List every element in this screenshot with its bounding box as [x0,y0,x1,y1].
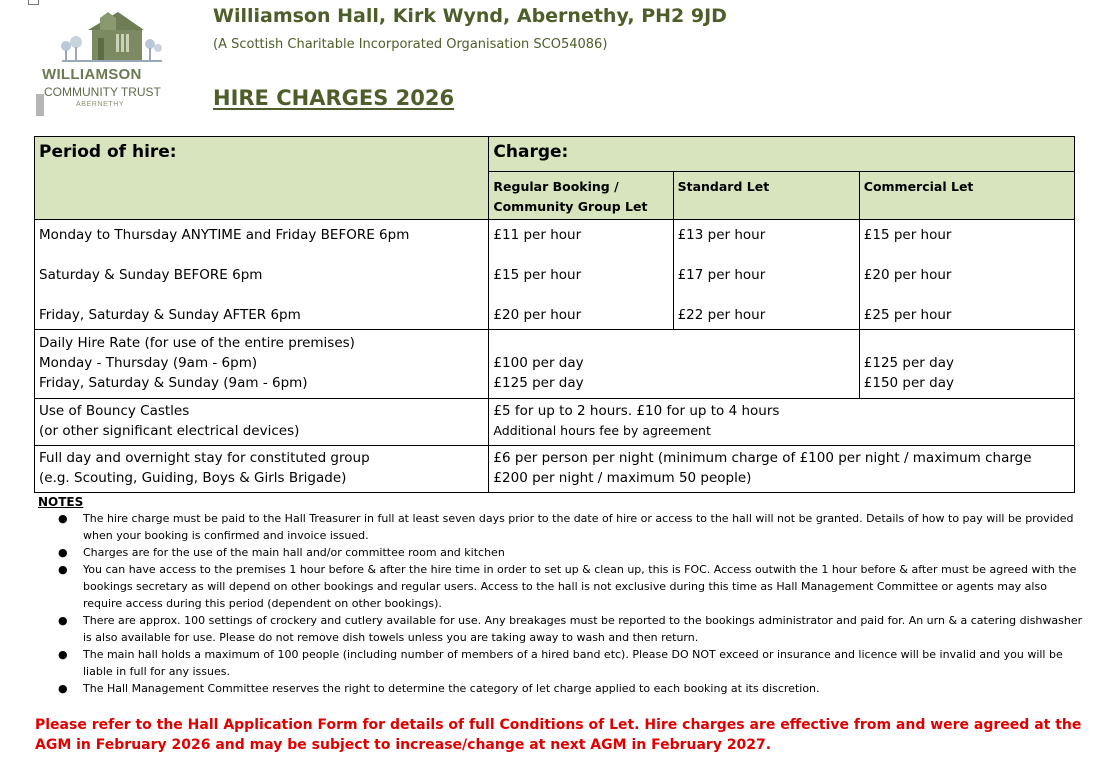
bullet-icon: ● [58,682,68,695]
col-header-standard: Standard Let [673,172,859,220]
charity-subtitle: (A Scottish Charitable Incorporated Organisation SCO54086) [213,37,608,52]
hall-building-icon [48,8,168,66]
list-item: ● The main hall holds a maximum of 100 people (including number of members of a hired band etc). Please DO NOT exceed or insurance and licence will be invalid and you will be liable in full for any issues. [58,648,1063,678]
bullet-icon: ● [58,614,68,627]
hourly-regular-cell: £11 per hour £15 per hour £20 per hour [489,220,673,330]
notes-heading: NOTES [38,495,84,509]
notes-list [40,510,1085,697]
hourly-commercial-cell: £15 per hour £20 per hour £25 per hour [859,220,1074,330]
list-item: ● Charges are for the use of the main hall and/or committee room and kitchen [58,546,505,559]
period-header: Period of hire: [35,137,489,172]
hall-address-title: Williamson Hall, Kirk Wynd, Abernethy, PH2 9JD [213,5,727,27]
hire-charges-table [34,136,1075,493]
daily-rate-regular-cell: £100 per day £125 per day [489,330,859,399]
hourly-period: Monday to Thursday ANYTIME and Friday BEFORE 6pm [39,227,410,243]
period-header-blank [35,172,489,220]
logo-line-2: COMMUNITY TRUST [44,85,161,99]
hire-charges-heading: HIRE CHARGES 2026 [213,86,455,110]
hourly-periods-cell [35,220,489,330]
list-item: ● There are approx. 100 settings of crockery and cutlery available for use. Any breakages must be reported to the bookings administrator and paid for. An urn & a catering dishwasher is also available for use. Please do not remove dish towels unless you are taking away to wash and then return. [58,614,1083,644]
overnight-charge-cell: £6 per person per night (minimum charge of £100 per night / maximum charge £200 per night / maximum 50 people) [489,446,1075,493]
bullet-icon: ● [58,648,68,661]
charge-header: Charge: [489,137,1075,172]
hourly-standard-cell: £13 per hour £17 per hour £22 per hour [673,220,859,330]
bullet-icon: ● [58,563,68,576]
bullet-icon: ● [58,546,68,559]
hourly-period: Saturday & Sunday BEFORE 6pm [39,267,263,283]
page-corner-mark [28,0,39,5]
hourly-period: Friday, Saturday & Sunday AFTER 6pm [39,307,301,323]
daily-rate-label-cell: Daily Hire Rate (for use of the entire premises) Monday - Thursday (9am - 6pm) Friday, Saturday & Sunday (9am - 6pm) [35,330,489,399]
list-item: ● The hire charge must be paid to the Hall Treasurer in full at least seven days prior to the date of hire or access to the hall will not be granted. Details of how to pay will be provided when your booking is confirmed and invoice issued. [58,512,1074,542]
bouncy-castle-label-cell: Use of Bouncy Castles (or other significant electrical devices) [35,399,489,446]
daily-rate-commercial-cell: £125 per day £150 per day [859,330,1074,399]
bouncy-castle-charge-cell: £5 for up to 2 hours. £10 for up to 4 hours Additional hours fee by agreement [489,399,1075,446]
overnight-label-cell: Full day and overnight stay for constituted group (e.g. Scouting, Guiding, Boys & Girls Brigade) [35,446,489,493]
conditions-footer: Please refer to the Hall Application Form for details of full Conditions of Let. Hire charges are effective from and were agreed at the AGM in February 2026 and may be subject to increase/change at next AGM in February 2027. [35,717,1082,753]
logo-line-1: WILLIAMSON [42,66,142,83]
list-item: ● You can have access to the premises 1 hour before & after the hire time in order to set up & clean up, this is FOC. Access outwith the 1 hour before & after must be agreed with the bookings secretary as will depend on other bookings and regular users. Access to the hall is not exclusive during this time as Hall Management Committee or agents may also require access during this period (dependent on other bookings). [58,563,1077,610]
col-header-regular: Regular Booking / Community Group Let [489,172,673,220]
logo-grey-bar [36,94,44,116]
logo-line-3: ABERNETHY [76,101,125,108]
bullet-icon: ● [58,512,68,525]
williamson-logo [36,8,176,118]
list-item: ● The Hall Management Committee reserves the right to determine the category of let charge applied to each booking at its discretion. [58,682,820,695]
col-header-commercial: Commercial Let [859,172,1074,220]
